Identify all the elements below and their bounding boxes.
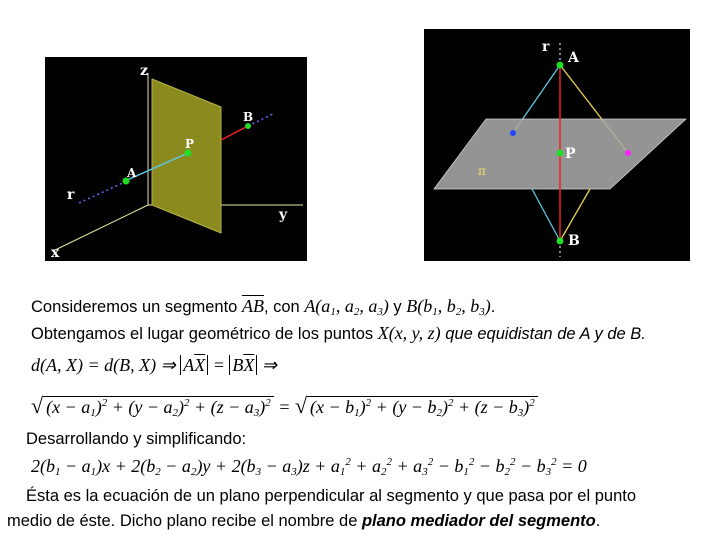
label-r: r <box>67 187 75 203</box>
label-y: y <box>279 207 288 223</box>
line-segment-definition <box>31 296 495 318</box>
point-magenta <box>625 150 631 156</box>
segment-B-blue <box>532 189 560 241</box>
label-A: A <box>568 50 579 66</box>
label-A: A <box>127 166 137 180</box>
x-axis <box>53 205 148 251</box>
text-l8-end: . <box>595 512 601 530</box>
label-B: B <box>568 233 580 249</box>
line-r <box>79 181 127 203</box>
point-B <box>557 238 564 245</box>
figure-left-svg <box>45 57 307 261</box>
equation-roots: √ $(x - a_1)^2 + (y - a_2)^2 + (z - a_3)^2$ = √ $(x - b_1)^2 + (y - b_2)^2 + (z - b_3)^2$ <box>31 393 538 419</box>
label-P: P <box>565 146 576 162</box>
equation-plane: $2(b_1 - a_1)x + 2(b_2 - a_2)y + 2(b_3 - a_3)z + a_1^2 + a_2^2 + a_3^2 - b_1^2 - b_2^2 - b_3^2 = 0$ <box>31 456 587 478</box>
figure-right-perpendicular-plane <box>424 29 690 261</box>
point-P <box>557 150 564 157</box>
text-plane-name: plano mediador del segmento <box>361 512 596 530</box>
label-pi: π <box>478 164 486 178</box>
text-l1-mid: , con <box>263 298 305 316</box>
point-A <box>557 62 564 69</box>
text-l2-pre: Obtengamos el lugar geométrico de los puntos <box>31 325 378 343</box>
label-x: x <box>51 245 60 261</box>
equation-distances: d(A, X) = d(B, X) ⇒ $A\overline{X} = B\overline{X}$ ⇒ <box>31 355 277 375</box>
text-l2-post: que equidistan de A y de B. <box>440 325 646 343</box>
line-locus <box>31 323 646 344</box>
text-l1-y: y <box>388 298 407 316</box>
text-l1-end: . <box>490 298 496 316</box>
figure-right-svg <box>424 29 690 261</box>
point-A-coords: $A(a_1$, $a_2$, $a_3$) <box>304 296 389 318</box>
point-X: X(x, y, z) <box>377 323 441 343</box>
label-B: B <box>243 110 254 124</box>
label-r: r <box>542 39 550 55</box>
segment-AB: $\overline{AB}$ <box>241 296 264 316</box>
text-l8-pre: medio de éste. Dicho plano recibe el nombre de <box>7 512 362 530</box>
label-P: P <box>185 137 195 151</box>
label-z: z <box>140 63 148 79</box>
segment-P-B <box>221 126 248 140</box>
point-B-coords: $B(b_1$, $b_2$, $b_3$) <box>406 296 491 318</box>
text-l1-pre: Consideremos un segmento <box>31 298 242 316</box>
text-conclusion: Ésta es la ecuación de un plano perpendicular al segmento y que pasa por el punto <box>26 487 637 505</box>
text-developing: Desarrollando y simplificando: <box>26 430 247 448</box>
figure-left-segment-plane <box>45 57 307 261</box>
point-blue <box>510 130 516 136</box>
line-final <box>7 512 600 531</box>
